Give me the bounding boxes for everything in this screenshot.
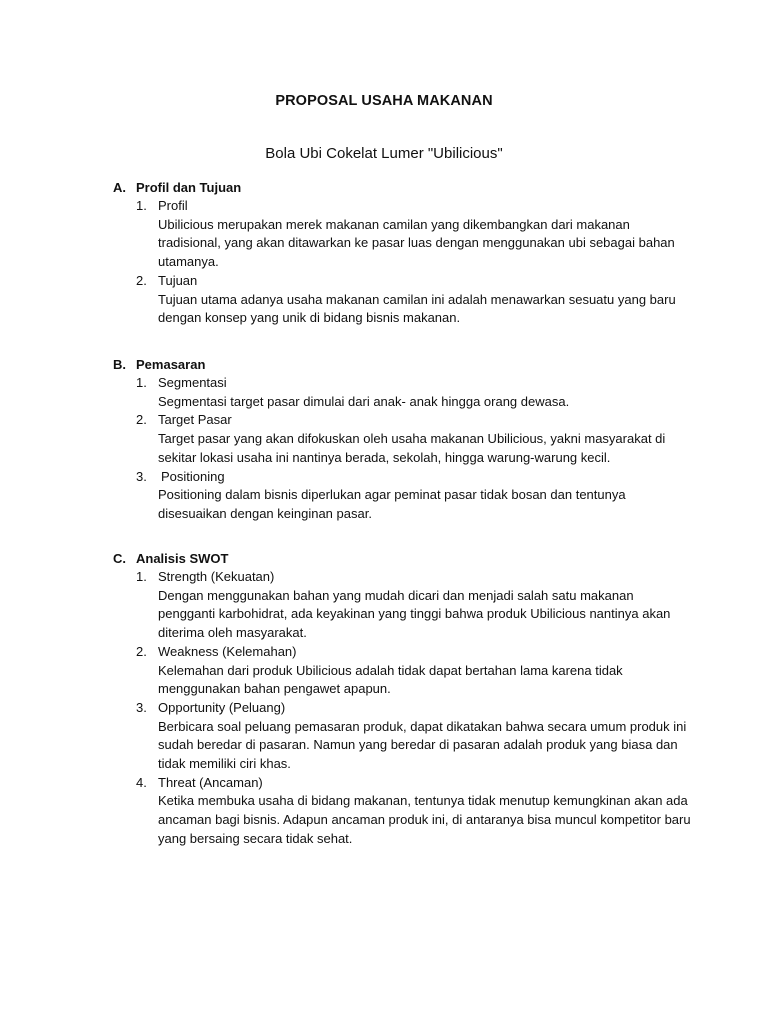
item-text: Tujuan utama adanya usaha makanan camilan ini adalah menawarkan sesuatu yang baru dengan konsep yang unik di bidang bisnis makanan. — [158, 291, 676, 326]
section-heading-text: Pemasaran — [136, 357, 206, 372]
section-letter: B. — [113, 357, 126, 372]
item-text: Dengan menggunakan bahan yang mudah dicari dan menjadi salah satu makanan pengganti karbohidrat, ada keyakinan yang tinggi bahwa produk Ubilicious nantinya akan diterima oleh masyarakat. — [158, 587, 671, 641]
item-title: Strength (Kekuatan) — [158, 569, 275, 584]
item-number: 2. — [136, 272, 147, 288]
item-text: Segmentasi target pasar dimulai dari anak- anak hingga orang dewasa. — [158, 393, 570, 409]
list-item — [113, 374, 693, 411]
list-item — [113, 643, 693, 699]
item-number: 2. — [136, 643, 147, 659]
list-item — [113, 272, 693, 328]
section-heading-text: Profil dan Tujuan — [136, 180, 242, 195]
section-letter: C. — [113, 551, 126, 566]
item-number: 1. — [136, 375, 147, 390]
section-letter: A. — [113, 180, 126, 195]
document-title: PROPOSAL USAHA MAKANAN — [275, 93, 493, 109]
section-heading — [113, 355, 693, 374]
item-title: Segmentasi — [158, 375, 227, 390]
item-title: Opportunity (Peluang) — [158, 699, 286, 715]
list-item — [113, 468, 693, 524]
item-title: Positioning — [161, 468, 225, 484]
section-heading — [113, 178, 693, 197]
list-item — [113, 411, 693, 467]
document-subtitle: Bola Ubi Cokelat Lumer "Ubilicious" — [265, 145, 503, 162]
item-text: Target pasar yang akan difokuskan oleh usaha makanan Ubilicious, yakni masyarakat di sekitar lokasi usaha ini nantinya berada, sekolah, hingga warung-warung kecil. — [158, 431, 666, 465]
item-title: Weakness (Kelemahan) — [158, 643, 297, 659]
item-number: 4. — [136, 774, 147, 790]
section-analisis-swot — [113, 549, 693, 849]
item-title: Threat (Ancaman) — [158, 774, 263, 790]
item-title: Tujuan — [158, 272, 198, 288]
section-heading — [113, 549, 693, 568]
item-text: Ketika membuka usaha di bidang makanan, tentunya tidak menutup kemungkinan akan ada ancaman bagi bisnis. Adapun ancaman produk ini, di antaranya bisa muncul kompetitor baru yang bersaing secara tidak sehat. — [158, 793, 691, 846]
item-text: Ubilicious merupakan merek makanan camilan yang dikembangkan dari makanan tradisional, yang akan ditawarkan ke pasar luas dengan menggunakan ubi sebagai bahan utamanya. — [158, 216, 675, 270]
item-number: 3. — [136, 699, 147, 715]
list-item — [113, 197, 693, 272]
item-number: 1. — [136, 569, 147, 584]
item-number: 2. — [136, 412, 147, 428]
section-profil-tujuan — [113, 178, 693, 328]
list-item — [113, 699, 693, 774]
item-title: Target Pasar — [158, 412, 232, 428]
item-number: 3. — [136, 468, 147, 484]
item-text: Berbicara soal peluang pemasaran produk, dapat dikatakan bahwa secara umum produk ini sudah beredar di pasaran. Namun yang beredar di pasaran adalah produk yang biasa dan tidak memiliki ciri khas. — [158, 718, 687, 772]
section-pemasaran — [113, 355, 693, 524]
item-title: Profil — [158, 198, 188, 213]
item-number: 1. — [136, 198, 147, 213]
item-text: Positioning dalam bisnis diperlukan agar peminat pasar tidak bosan dan tentunya disesuaikan dengan keinginan pasar. — [158, 487, 626, 521]
item-text: Kelemahan dari produk Ubilicious adalah tidak dapat bertahan lama karena tidak menggunakan bahan pengawet apapun. — [158, 662, 623, 697]
list-item — [113, 568, 693, 643]
section-heading-text: Analisis SWOT — [136, 551, 229, 566]
list-item — [113, 774, 693, 849]
